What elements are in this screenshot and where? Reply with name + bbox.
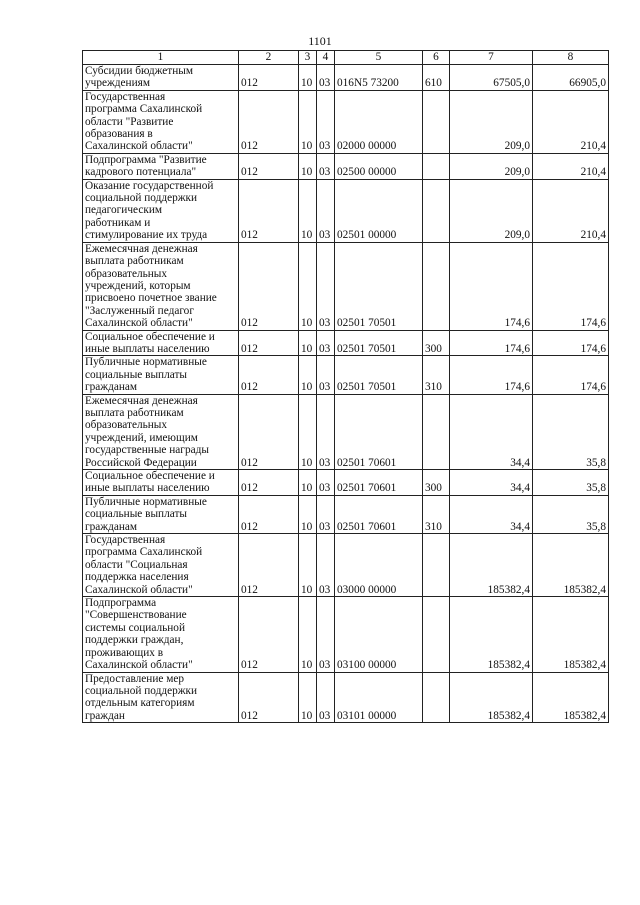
cell-amount-year1: 67505,0 bbox=[450, 65, 533, 91]
cell-subsection: 03 bbox=[317, 672, 335, 723]
cell-target-article: 02501 70601 bbox=[335, 495, 423, 533]
cell-admin-code: 012 bbox=[239, 356, 299, 394]
row-name-text: Ежемесячная денежная выплата работникам образовательных учреждений, имеющим государственные награды Российской Федерации bbox=[85, 394, 209, 469]
cell-admin-code: 012 bbox=[239, 597, 299, 672]
cell-section: 10 bbox=[299, 90, 317, 153]
cell-amount-year2: 185382,4 bbox=[533, 534, 609, 597]
cell-admin-code: 012 bbox=[239, 672, 299, 723]
cell-section: 10 bbox=[299, 153, 317, 179]
cell-section: 10 bbox=[299, 356, 317, 394]
cell-target-article: 03100 00000 bbox=[335, 597, 423, 672]
table-row bbox=[83, 495, 609, 533]
cell-subsection: 03 bbox=[317, 470, 335, 496]
row-name-text: Оказание государственной социальной поддержки педагогическим работникам и стимулирование их труда bbox=[85, 179, 214, 242]
cell-expense-type: 300 bbox=[423, 330, 450, 356]
cell-subsection: 03 bbox=[317, 153, 335, 179]
cell-section: 10 bbox=[299, 534, 317, 597]
cell-target-article: 02501 70601 bbox=[335, 470, 423, 496]
cell-target-article: 03101 00000 bbox=[335, 672, 423, 723]
header-cell: 6 bbox=[423, 51, 450, 65]
cell-admin-code: 012 bbox=[239, 330, 299, 356]
cell-name bbox=[83, 153, 239, 179]
header-cell: 5 bbox=[335, 51, 423, 65]
header-cell: 3 bbox=[299, 51, 317, 65]
cell-section: 10 bbox=[299, 495, 317, 533]
cell-subsection: 03 bbox=[317, 90, 335, 153]
cell-expense-type bbox=[423, 534, 450, 597]
cell-amount-year2: 210,4 bbox=[533, 179, 609, 242]
cell-amount-year2: 185382,4 bbox=[533, 597, 609, 672]
cell-expense-type bbox=[423, 672, 450, 723]
cell-admin-code: 012 bbox=[239, 90, 299, 153]
cell-amount-year2: 185382,4 bbox=[533, 672, 609, 723]
cell-target-article: 02000 00000 bbox=[335, 90, 423, 153]
cell-subsection: 03 bbox=[317, 495, 335, 533]
cell-subsection: 03 bbox=[317, 330, 335, 356]
cell-section: 10 bbox=[299, 470, 317, 496]
cell-name bbox=[83, 356, 239, 394]
cell-amount-year2: 210,4 bbox=[533, 153, 609, 179]
cell-name bbox=[83, 534, 239, 597]
cell-expense-type bbox=[423, 179, 450, 242]
table-row bbox=[83, 672, 609, 723]
header-cell: 8 bbox=[533, 51, 609, 65]
row-name-text: Публичные нормативные социальные выплаты гражданам bbox=[85, 495, 207, 533]
table-row bbox=[83, 597, 609, 672]
header-row bbox=[83, 51, 609, 65]
header-cell: 4 bbox=[317, 51, 335, 65]
cell-amount-year2: 35,8 bbox=[533, 495, 609, 533]
cell-section: 10 bbox=[299, 242, 317, 330]
cell-amount-year1: 34,4 bbox=[450, 394, 533, 469]
cell-expense-type: 310 bbox=[423, 495, 450, 533]
cell-name bbox=[83, 330, 239, 356]
cell-section: 10 bbox=[299, 597, 317, 672]
cell-target-article: 02501 70501 bbox=[335, 242, 423, 330]
row-name-text: Государственная программа Сахалинской области "Развитие образования в Сахалинской области" bbox=[85, 90, 203, 153]
cell-amount-year2: 174,6 bbox=[533, 330, 609, 356]
cell-expense-type bbox=[423, 242, 450, 330]
cell-amount-year2: 35,8 bbox=[533, 394, 609, 469]
cell-target-article: 02501 70501 bbox=[335, 356, 423, 394]
cell-subsection: 03 bbox=[317, 394, 335, 469]
row-name-text: Ежемесячная денежная выплата работникам образовательных учреждений, которым присвоено почетное звание "Заслуженный педагог Сахалинской области" bbox=[85, 242, 217, 330]
cell-subsection: 03 bbox=[317, 597, 335, 672]
cell-target-article: 03000 00000 bbox=[335, 534, 423, 597]
cell-name bbox=[83, 394, 239, 469]
cell-subsection: 03 bbox=[317, 179, 335, 242]
table-row bbox=[83, 153, 609, 179]
page-number: 1101 bbox=[308, 34, 332, 48]
cell-amount-year2: 210,4 bbox=[533, 90, 609, 153]
row-name-text: Подпрограмма "Совершенствование системы социальной поддержки граждан, проживающих в Сахалинской области" bbox=[85, 597, 193, 672]
table-row bbox=[83, 65, 609, 91]
cell-name bbox=[83, 65, 239, 91]
cell-name bbox=[83, 470, 239, 496]
cell-amount-year1: 34,4 bbox=[450, 470, 533, 496]
cell-section: 10 bbox=[299, 330, 317, 356]
cell-amount-year1: 174,6 bbox=[450, 356, 533, 394]
row-name-text: Публичные нормативные социальные выплаты гражданам bbox=[85, 356, 207, 394]
cell-subsection: 03 bbox=[317, 65, 335, 91]
cell-amount-year1: 209,0 bbox=[450, 153, 533, 179]
table-row bbox=[83, 179, 609, 242]
table-row bbox=[83, 242, 609, 330]
cell-amount-year2: 174,6 bbox=[533, 356, 609, 394]
cell-amount-year1: 185382,4 bbox=[450, 597, 533, 672]
row-name-text: Предоставление мер социальной поддержки отдельным категориям граждан bbox=[85, 672, 198, 722]
cell-expense-type: 610 bbox=[423, 65, 450, 91]
cell-amount-year1: 174,6 bbox=[450, 242, 533, 330]
cell-amount-year1: 34,4 bbox=[450, 495, 533, 533]
cell-admin-code: 012 bbox=[239, 242, 299, 330]
row-name-text: Социальное обеспечение и иные выплаты населению bbox=[85, 470, 215, 495]
cell-admin-code: 012 bbox=[239, 153, 299, 179]
budget-table bbox=[82, 50, 609, 723]
cell-amount-year1: 209,0 bbox=[450, 179, 533, 242]
cell-admin-code: 012 bbox=[239, 534, 299, 597]
header-cell: 1 bbox=[83, 51, 239, 65]
cell-target-article: 02501 70501 bbox=[335, 330, 423, 356]
cell-admin-code: 012 bbox=[239, 470, 299, 496]
cell-section: 10 bbox=[299, 179, 317, 242]
cell-amount-year2: 35,8 bbox=[533, 470, 609, 496]
cell-name bbox=[83, 495, 239, 533]
cell-target-article: 02500 00000 bbox=[335, 153, 423, 179]
cell-name bbox=[83, 242, 239, 330]
cell-expense-type bbox=[423, 597, 450, 672]
cell-amount-year1: 174,6 bbox=[450, 330, 533, 356]
row-name-text: Государственная программа Сахалинской области "Социальная поддержка населения Сахалинской области" bbox=[85, 534, 203, 596]
cell-admin-code: 012 bbox=[239, 65, 299, 91]
table-row bbox=[83, 330, 609, 356]
cell-amount-year2: 66905,0 bbox=[533, 65, 609, 91]
cell-subsection: 03 bbox=[317, 242, 335, 330]
cell-target-article: 02501 00000 bbox=[335, 179, 423, 242]
cell-expense-type bbox=[423, 394, 450, 469]
table-row bbox=[83, 534, 609, 597]
cell-target-article: 02501 70601 bbox=[335, 394, 423, 469]
cell-expense-type: 310 bbox=[423, 356, 450, 394]
cell-name bbox=[83, 179, 239, 242]
cell-expense-type bbox=[423, 153, 450, 179]
cell-expense-type bbox=[423, 90, 450, 153]
cell-amount-year1: 185382,4 bbox=[450, 672, 533, 723]
cell-admin-code: 012 bbox=[239, 495, 299, 533]
cell-name bbox=[83, 90, 239, 153]
cell-amount-year1: 209,0 bbox=[450, 90, 533, 153]
cell-admin-code: 012 bbox=[239, 179, 299, 242]
cell-admin-code: 012 bbox=[239, 394, 299, 469]
cell-amount-year2: 174,6 bbox=[533, 242, 609, 330]
table-row bbox=[83, 90, 609, 153]
table-row bbox=[83, 394, 609, 469]
cell-section: 10 bbox=[299, 672, 317, 723]
cell-subsection: 03 bbox=[317, 356, 335, 394]
table-row bbox=[83, 356, 609, 394]
cell-name bbox=[83, 672, 239, 723]
cell-name bbox=[83, 597, 239, 672]
cell-subsection: 03 bbox=[317, 534, 335, 597]
cell-section: 10 bbox=[299, 394, 317, 469]
cell-amount-year1: 185382,4 bbox=[450, 534, 533, 597]
row-name-text: Субсидии бюджетным учреждениям bbox=[85, 65, 193, 90]
row-name-text: Социальное обеспечение и иные выплаты населению bbox=[85, 330, 215, 355]
table-row bbox=[83, 470, 609, 496]
header-cell: 7 bbox=[450, 51, 533, 65]
cell-expense-type: 300 bbox=[423, 470, 450, 496]
header-cell: 2 bbox=[239, 51, 299, 65]
cell-section: 10 bbox=[299, 65, 317, 91]
row-name-text: Подпрограмма "Развитие кадрового потенциала" bbox=[85, 153, 207, 179]
cell-target-article: 016N5 73200 bbox=[335, 65, 423, 91]
